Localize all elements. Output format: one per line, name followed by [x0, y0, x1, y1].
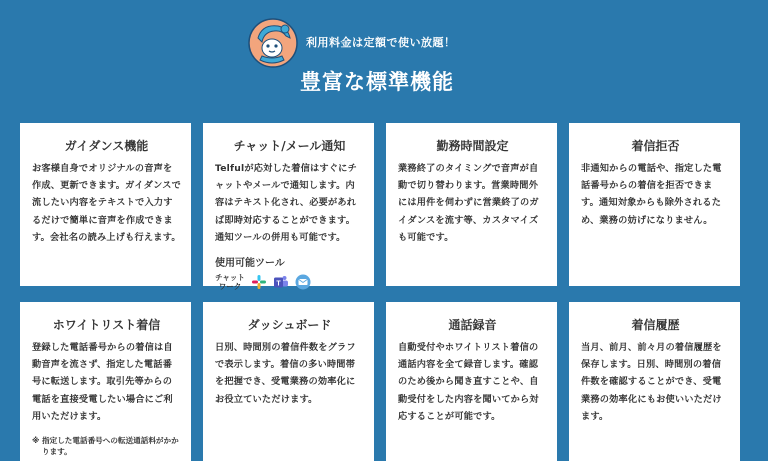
card-body: 業務終了のタイミングで音声が自動で切り替わります。営業時間外には用件を伺わずに営業終了のガイダンスを流す等、カスタマイズも可能です。 — [398, 163, 539, 243]
feature-card-guidance — [20, 123, 191, 286]
card-title: ダッシュボード — [247, 318, 332, 332]
card-title: チャット/メール通知 — [233, 139, 346, 153]
hero-title: 豊富な標準機能 — [300, 70, 454, 94]
feature-card-whitelist — [20, 302, 191, 461]
card-note: ※ 指定した電話番号への転送通話料がかかります。 — [32, 436, 179, 457]
card-title: 着信拒否 — [631, 139, 680, 153]
feature-card-recording — [386, 302, 557, 461]
svg-text:T: T — [276, 280, 281, 288]
card-body: お客様自身でオリジナルの音声を作成、更新できます。ガイダンスで流したい内容をテキストで入力するだけで簡単に音声を作成できます。会社名の読み上げも行えます。 — [32, 163, 182, 243]
card-body: 非通知からの電話や、指定した電話番号からの着信を拒否できます。通知対象からも除外されるため、業務の妨げになりません。 — [581, 163, 722, 226]
card-title: ホワイトリスト着信 — [52, 318, 161, 332]
chatwork-label: チャットワーク — [215, 273, 245, 292]
card-body: 日別、時間別の着信件数をグラフで表示します。着信の多い時間帯を把握でき、受電業務の効率化にお役立ていただけます。 — [215, 342, 356, 405]
feature-card-chat-mail — [203, 123, 374, 292]
card-body: 登録した電話番号からの着信は自動音声を流さず、指定した電話番号に転送します。取引先等からの電話を直接受電したい場合にご利用いただけます。 — [32, 342, 173, 422]
card-title: 通話録音 — [448, 318, 497, 332]
card-title: 着信履歴 — [631, 318, 680, 332]
feature-card-business-hours — [386, 123, 557, 286]
feature-card-call-history — [569, 302, 740, 461]
feature-card-dashboard — [203, 302, 374, 461]
tools-heading: 使用可能ツール — [215, 258, 285, 270]
card-title: 勤務時間設定 — [436, 139, 509, 153]
feature-card-call-block — [569, 123, 740, 286]
card-body: 当月、前月、前々月の着信履歴を保存します。日別、時間別の着信件数を確認することができ、受電業務の効率化にもお使いいただけます。 — [581, 342, 722, 422]
teams-icon — [273, 274, 289, 290]
tools-row — [215, 273, 364, 291]
card-title: ガイダンス機能 — [64, 139, 149, 153]
slack-icon — [251, 274, 267, 290]
mail-icon — [295, 274, 311, 290]
card-body: Telfulが応対した着信はすぐにチャットやメールで通知します。内容はテキスト化され、必要があれば即時対応することができます。通知ツールの併用も可能です。 — [215, 163, 357, 243]
hero-section — [248, 18, 548, 98]
mascot-icon — [248, 18, 298, 68]
card-body: 自動受付やホワイトリスト着信の通話内容を全て録音します。確認のため後から聞き直すことや、自動受付をした内容を聞いてから対応することが可能です。 — [398, 342, 539, 422]
hero-subtitle: 利用料金は定額で使い放題！ — [306, 36, 456, 49]
